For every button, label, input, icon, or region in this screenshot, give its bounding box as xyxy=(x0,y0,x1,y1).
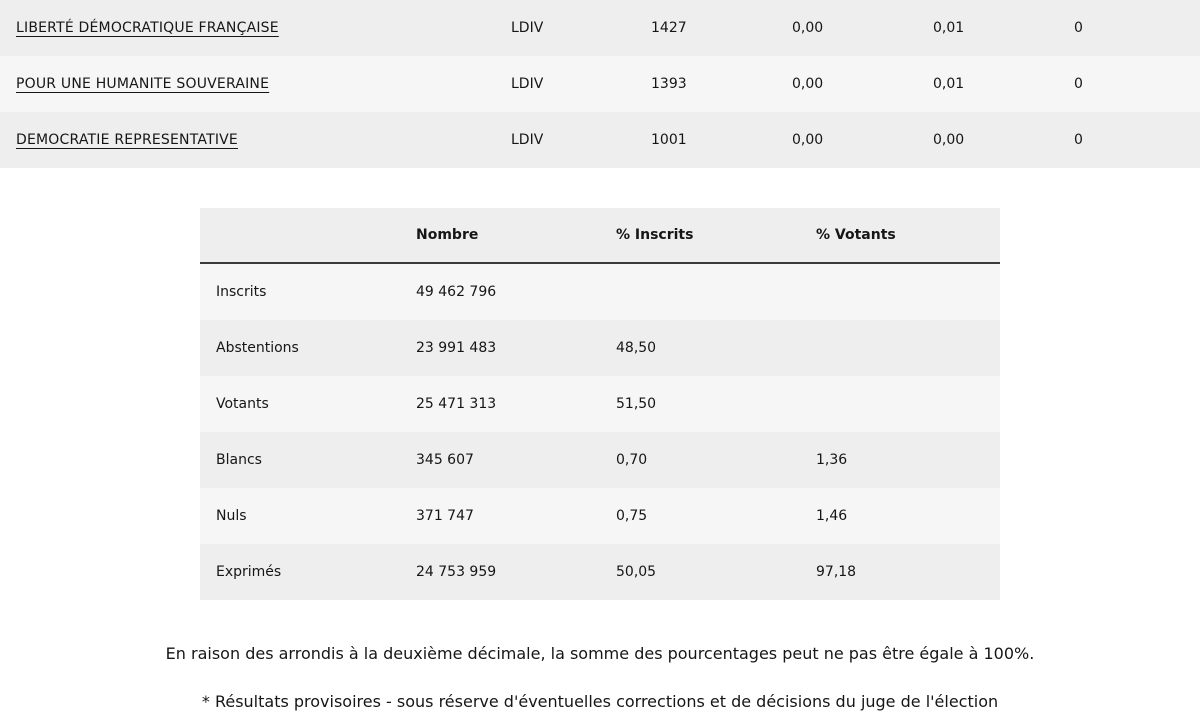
header-pct-votants: % Votants xyxy=(816,227,896,243)
provisional-results-note: * Résultats provisoires - sous réserve d'éventuelles corrections et de décisions du juge de l'élection xyxy=(201,692,999,711)
header-pct-inscrits: % Inscrits xyxy=(616,227,694,243)
sieges-cell: 0 xyxy=(1074,20,1083,36)
table-row xyxy=(0,56,1200,112)
voix-cell: 1393 xyxy=(651,76,687,92)
pct-votants-cell: 97,18 xyxy=(816,564,857,580)
voix-cell: 1427 xyxy=(651,20,687,36)
nuance-cell: LDIV xyxy=(511,20,544,36)
pct-inscrits-cell: 51,50 xyxy=(616,396,657,412)
pct-inscrits-cell: 0,70 xyxy=(616,452,648,468)
pct-exprimes-cell: 0,01 xyxy=(933,20,965,36)
table-row xyxy=(200,544,1000,600)
nombre-cell: 345 607 xyxy=(416,452,474,468)
pct-inscrits-cell: 0,75 xyxy=(616,508,648,524)
rounding-note: En raison des arrondis à la deuxième décimale, la somme des pourcentages peut ne pas être égale à 100%. xyxy=(165,644,1035,663)
nombre-cell: 371 747 xyxy=(416,508,474,524)
list-name-link[interactable]: DEMOCRATIE REPRESENTATIVE xyxy=(16,132,238,148)
pct-exprimes-cell: 0,00 xyxy=(933,132,965,148)
sieges-cell: 0 xyxy=(1074,76,1083,92)
table-row xyxy=(200,488,1000,544)
table-header xyxy=(200,208,1000,264)
nuance-cell: LDIV xyxy=(511,132,544,148)
table-row xyxy=(0,112,1200,168)
pct-inscrits-cell: 50,05 xyxy=(616,564,657,580)
pct-inscrits-cell: 48,50 xyxy=(616,340,657,356)
list-name-link[interactable]: POUR UNE HUMANITE SOUVERAINE xyxy=(16,76,270,92)
pct-exprimes-cell: 0,01 xyxy=(933,76,965,92)
sieges-cell: 0 xyxy=(1074,132,1083,148)
nuance-cell: LDIV xyxy=(511,76,544,92)
nombre-cell: 49 462 796 xyxy=(416,284,497,300)
row-label: Exprimés xyxy=(216,564,282,580)
pct-inscrits-cell: 0,00 xyxy=(792,132,824,148)
row-label: Blancs xyxy=(216,452,262,468)
row-label: Inscrits xyxy=(216,284,267,300)
table-row xyxy=(200,320,1000,376)
pct-inscrits-cell: 0,00 xyxy=(792,20,824,36)
table-row xyxy=(200,264,1000,320)
participation-summary-table xyxy=(200,208,1000,600)
list-results-table xyxy=(0,0,1200,168)
pct-votants-cell: 1,36 xyxy=(816,452,848,468)
nombre-cell: 24 753 959 xyxy=(416,564,497,580)
pct-votants-cell: 1,46 xyxy=(816,508,848,524)
row-label: Votants xyxy=(216,396,269,412)
table-row xyxy=(0,0,1200,56)
row-label: Nuls xyxy=(216,508,247,524)
table-row xyxy=(200,432,1000,488)
nombre-cell: 23 991 483 xyxy=(416,340,497,356)
table-row xyxy=(200,376,1000,432)
nombre-cell: 25 471 313 xyxy=(416,396,497,412)
pct-inscrits-cell: 0,00 xyxy=(792,76,824,92)
voix-cell: 1001 xyxy=(651,132,687,148)
row-label: Abstentions xyxy=(216,340,299,356)
header-nombre: Nombre xyxy=(416,227,479,243)
list-name-link[interactable]: LIBERTÉ DÉMOCRATIQUE FRANÇAISE xyxy=(16,20,279,36)
